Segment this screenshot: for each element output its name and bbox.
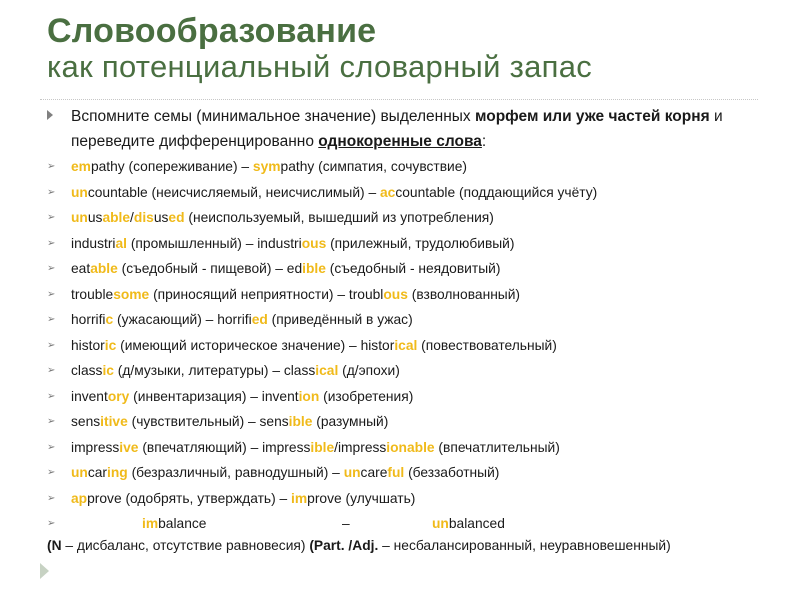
highlighted-morpheme: al: [115, 235, 127, 251]
arrow-bullet-icon: ➢: [47, 237, 56, 249]
highlighted-morpheme: ous: [383, 286, 408, 302]
highlighted-morpheme: un: [71, 184, 88, 200]
list-item: [47, 234, 767, 254]
highlighted-morpheme: ical: [315, 363, 339, 378]
highlighted-morpheme: sym: [252, 159, 281, 174]
arrow-bullet-icon: ➢: [47, 390, 56, 402]
text-segment: care: [360, 465, 388, 480]
arrow-bullet-icon: ➢: [47, 492, 56, 504]
highlighted-morpheme: un: [71, 210, 88, 225]
definition-text: – дисбаланс, отсутствие равновесия): [61, 538, 310, 553]
list-item: [47, 157, 767, 177]
list-item-text: [71, 310, 413, 330]
highlighted-morpheme: ion: [298, 388, 320, 404]
list-item-text: [71, 387, 413, 407]
arrow-bullet-icon: ➢: [47, 288, 56, 300]
prefix: un: [432, 516, 449, 531]
highlighted-morpheme: ible: [288, 414, 313, 429]
text-segment: (разумный): [312, 414, 389, 429]
text-segment: (д/музыки, литературы) – class: [113, 363, 316, 378]
text-segment: prove (улучшать): [307, 490, 416, 506]
text-segment: histor: [71, 337, 105, 353]
text-segment: (съедобный - неядовитый): [325, 261, 501, 276]
intro-text-part: :: [481, 133, 487, 150]
dash: –: [342, 516, 350, 531]
list-item-text: [71, 285, 520, 305]
text-segment: (безразличный, равнодушный) –: [127, 465, 344, 480]
list-item-text: [71, 463, 499, 483]
list-item-text: [71, 259, 500, 279]
highlighted-morpheme: ible: [302, 261, 326, 276]
arrow-bullet-icon: ➢: [47, 467, 56, 478]
list-item-text: [71, 208, 494, 228]
text-segment: (впечатляющий) – impress: [138, 439, 311, 455]
triangle-right-icon: [40, 563, 49, 579]
list-item: [47, 463, 767, 483]
arrow-bullet-icon: ➢: [47, 518, 56, 529]
text-segment: pathy (симпатия, сочувствие): [280, 159, 468, 174]
text-segment: sens: [71, 414, 101, 429]
list-item-text: [71, 157, 467, 177]
arrow-bullet-icon: ➢: [47, 339, 56, 351]
divider: [40, 99, 758, 100]
list-item: [47, 387, 767, 407]
text-segment: (съедобный - пищевой) – ed: [117, 261, 303, 276]
highlighted-morpheme: dis: [133, 210, 154, 225]
text-segment: (впечатлительный): [434, 439, 560, 455]
text-segment: (приведённый в ужас): [267, 312, 413, 327]
text-segment: (инвентаризация) – invent: [129, 388, 299, 404]
text-segment: prove (одобрять, утверждать) –: [87, 490, 292, 506]
highlighted-morpheme: ionable: [386, 439, 435, 455]
text-segment: (взволнованный): [407, 286, 521, 302]
text-segment: us: [153, 210, 169, 225]
highlighted-morpheme: ac: [379, 184, 396, 200]
highlighted-morpheme: ic: [102, 363, 114, 378]
text-segment: (д/эпохи): [338, 363, 400, 378]
arrow-bullet-icon: ➢: [47, 263, 56, 274]
arrow-bullet-icon: ➢: [47, 365, 56, 376]
root: balance: [158, 516, 207, 531]
highlighted-morpheme: ory: [107, 388, 130, 404]
arrow-bullet-icon: ➢: [47, 416, 56, 427]
highlighted-morpheme: ible: [310, 439, 335, 455]
slide-title: [47, 12, 592, 85]
highlighted-morpheme: itive: [100, 414, 128, 429]
list-item-text: [71, 183, 597, 203]
pos-noun: (N: [47, 538, 62, 553]
list-item: [47, 259, 767, 279]
text-segment: class: [71, 363, 103, 378]
list-item-imbalance: [47, 514, 767, 534]
arrow-bullet-icon: ➢: [47, 186, 56, 198]
list-item: [47, 336, 767, 356]
definition-text: – несбалансированный, неуравновешенный): [378, 538, 671, 553]
highlighted-morpheme: able: [90, 261, 118, 276]
highlighted-morpheme: ful: [387, 465, 405, 480]
highlighted-morpheme: c: [105, 312, 114, 327]
text-segment: (промышленный) – industri: [127, 235, 302, 251]
list-item: [47, 438, 767, 458]
text-segment: /: [130, 210, 134, 225]
intro-text: [71, 104, 747, 154]
intro-bold: морфем или уже частей корня: [474, 108, 710, 125]
highlighted-morpheme: un: [343, 465, 361, 480]
text-segment: (беззаботный): [404, 465, 500, 480]
highlighted-morpheme: em: [71, 159, 91, 174]
list-item: [47, 310, 767, 330]
unbalanced-word: [432, 514, 505, 534]
highlighted-morpheme: im: [291, 490, 308, 506]
list-item-text: [71, 438, 560, 458]
text-segment: invent: [71, 388, 108, 404]
pos-part-adj: (Part. /Adj.: [309, 538, 379, 553]
text-segment: countable (неисчисляемый, неисчислимый) –: [87, 184, 380, 200]
highlighted-morpheme: un: [71, 465, 88, 480]
list-item: [47, 285, 767, 305]
list-item-text: [71, 489, 415, 509]
title-line-2: как потенциальный словарный запас: [47, 49, 593, 85]
text-segment: us: [87, 210, 103, 225]
text-segment: countable (поддающийся учёту): [395, 184, 598, 200]
list-item-text: [71, 361, 400, 381]
highlighted-morpheme: ed: [251, 312, 268, 327]
text-segment: (чувствительный) – sens: [127, 414, 289, 429]
root: balanced: [448, 516, 505, 531]
list-item-text: [71, 234, 515, 254]
text-segment: industri: [71, 235, 116, 251]
intro-paragraph: [47, 104, 747, 154]
list-item-text: [71, 336, 557, 356]
arrow-bullet-icon: ➢: [47, 212, 56, 223]
text-segment: horrifi: [71, 312, 106, 327]
list-item: [47, 361, 767, 381]
text-segment: (повествовательный): [417, 337, 557, 353]
list-item: [47, 208, 767, 228]
intro-underlined: однокоренные слова: [318, 133, 482, 150]
highlighted-morpheme: ic: [104, 337, 117, 353]
imbalance-word: [142, 514, 206, 534]
triangle-right-icon: [47, 110, 53, 120]
highlighted-morpheme: ap: [71, 490, 88, 506]
intro-text-part: Вспомните семы (минимальное значение) выделенных: [71, 108, 475, 125]
highlighted-morpheme: ing: [107, 465, 128, 480]
prefix: im: [142, 516, 159, 531]
highlighted-morpheme: ed: [168, 210, 185, 225]
text-segment: /impress: [334, 439, 387, 455]
text-segment: (ужасающий) – horrifi: [113, 312, 252, 327]
highlighted-morpheme: ical: [394, 337, 418, 353]
highlighted-morpheme: ous: [301, 235, 327, 251]
list-item: [47, 412, 767, 432]
title-line-1: Словообразование: [47, 12, 377, 50]
highlighted-morpheme: able: [102, 210, 131, 225]
arrow-bullet-icon: ➢: [47, 161, 56, 172]
arrow-bullet-icon: ➢: [47, 441, 56, 453]
text-segment: (прилежный, трудолюбивый): [326, 235, 515, 251]
text-segment: (неиспользуемый, вышедший из употребления): [184, 210, 494, 225]
highlighted-morpheme: some: [113, 286, 150, 302]
definition-line: [47, 538, 671, 553]
list-item-text: [71, 412, 388, 432]
list-item: [47, 183, 767, 203]
text-segment: (имеющий историческое значение) – histor: [116, 337, 395, 353]
text-segment: car: [87, 465, 108, 480]
text-segment: pathy (сопереживание) –: [90, 159, 253, 174]
text-segment: impress: [71, 439, 120, 455]
list-item: [47, 489, 767, 509]
intro-text-part: и переведите дифференцированно: [71, 108, 723, 150]
text-segment: (изобретения): [319, 388, 414, 404]
highlighted-morpheme: ive: [119, 439, 139, 455]
arrow-bullet-icon: ➢: [47, 314, 56, 325]
text-segment: eat: [71, 261, 91, 276]
text-segment: trouble: [71, 286, 114, 302]
text-segment: (приносящий неприятности) – troubl: [149, 286, 384, 302]
